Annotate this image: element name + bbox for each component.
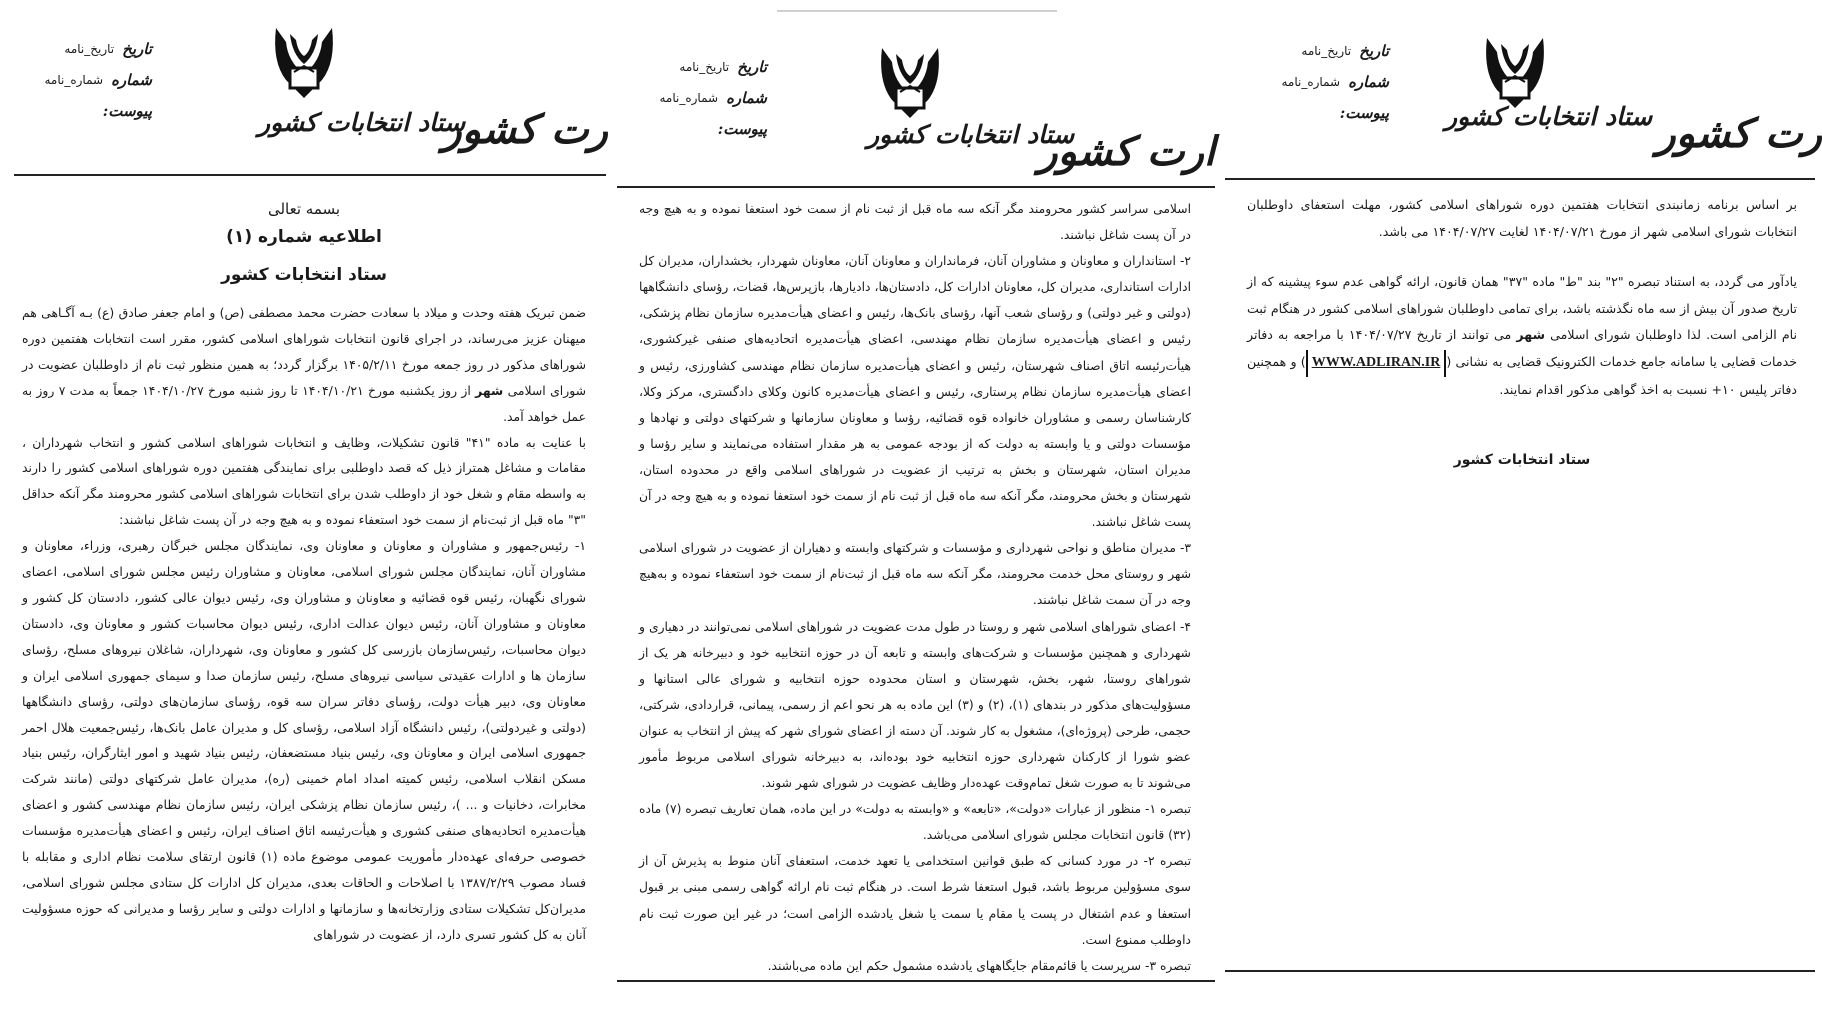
attachment-label: پیوست: [717, 120, 767, 138]
election-emblem-icon [266, 22, 342, 114]
paragraph: با عنایت به ماده "۴۱" قانون تشکیلات، وظایف و انتخابات شوراهای اسلامی کشور و انتخاب شهرداران ، مقامات و مشاغل همتراز ذیل که قصد داوطلبی برای نمایندگی هفتمین دوره شوراهای اسلامی کشور را دارند به واسطه مقام و شغل خود از داوطلب شدن برای انتخابات شوراهای اسلامی کشور محرومند مگر آنکه حداقل "۳" ماه قبل از ثبت‌نام از سمت خود استعفاء نموده و به هیچ وجه در آن پست شاغل نباشند: [22, 434, 587, 528]
document-page-1 [1225, 0, 1822, 1000]
text-span: یادآور می گردد، به استناد تبصره "۲" بند "ط" ماده "۳۷" همان قانون، ارائه گواهی عدم سوء پیشینه که از تاریخ صدور آن بیش از سه ماه نگذشته باشد، برای تمامی داوطلبان شوراهای اسلامی کشور در هنگام ثبت نام الزامی است. لذا داوطلبان شورای اسلامی [1247, 274, 1797, 343]
header-rule [1225, 178, 1815, 180]
paragraph: ۱- رئیس‌جمهور و مشاوران و معاونان و معاونان وی، نمایندگان مجلس خبرگان رهبری، وزراء، معاونان و مشاوران آنان، نمایندگان مجلس شورای اسلامی، معاونان و مشاوران رئیس مجلس شورای اسلامی، اعضای شورای نگهبان، رئیس قوه قضائیه و معاونان و مشاوران وی، رئیس دیوان عالی کشور، دادستان کل کشور و معاونان و مشاوران آنان، رئیس دیوان عدالت اداری، رئیس دیوان محاسبات کشور و معاونان وی، دادستان دیوان محاسبات، رئیس‌سازمان بازرسی کل کشور و معاونان وی، شهرداران، شاغلان نیروهای مسلح، رؤسای سازمان ها و ادارات عقیدتی سیاسی نیروهای مسلح، رئیس سازمان صدا و سیمای جمهوری اسلامی ایران و معاونان وی، دبیر هیأت دولت، رؤسای دفاتر سران سه قوه، رؤسای سازمان‌های دولتی، رؤسای دانشگاهها (دولتی و غیردولتی)، رئیس دانشگاه آزاد اسلامی، رؤسای کل و مدیران عامل بانک‌ها، رئیس‌جمعیت هلال احمر جمهوری اسلامی ایران و معاونان وی، رئیس بنیاد مستضعفان، رئیس بنیاد شهید و امور ایثارگران، رئیس بنیاد مسکن انقلاب اسلامی، رئیس کمیته امداد امام خمینی (ره)، مدیران عامل شرکتهای دولتی (مانند شرکت مخابرات، دخانیات و ... )، رئیس سازمان نظام پزشکی ایران، رئیس سازمان نظام مهندسی کشور و اعضای هیأت‌مدیره اتحادیه‌های صنفی کشوری و هیأت‌رئیسه اتاق اصناف ایران، رئیس و اعضای هیأت‌مدیره مؤسسات خصوصی حرفه‌ای عهده‌دار مأموریت عمومی موضوع ماده (۱) قانون ارتقای سلامت نظام اداری و مقابله با فساد مصوب ۱۳۸۷/۲/۲۹ با اصلاحات و الحاقات بعدی، مدیران کل ادارات کل ستادی مجلس شورای اسلامی، مدیران‌کل تشکیلات ستادی وزارتخانه‌ها و سازمانها و ادارات دولتی و سایر رؤسا و مدیرانی که حوزه مسؤولیت آنان به کل کشور تسری دارد، از عضویت در شوراهای [22, 538, 586, 942]
paragraph: اسلامی سراسر کشور محرومند مگر آنکه سه ماه قبل از ثبت نام از سمت خود استعفا نموده و به هیچ وجه در آن پست شاغل نباشند. [639, 202, 1191, 243]
paragraph: تبصره ۱- منظور از عبارات «دولت»، «تابعه» و «وابسته به دولت» در این ماده، همان تعاریف تبصره (۷) ماده (۳۲) قانون انتخابات مجلس شورای اسلامی می‌باشد. [639, 802, 1192, 843]
brand-text: ستاد انتخابات کشور [258, 108, 466, 137]
footer-rule [617, 980, 1215, 982]
city-word: شهر [1516, 327, 1545, 343]
paragraph [1247, 269, 1797, 403]
website-link[interactable]: WWW.ADLIRAN.IR [1306, 350, 1447, 377]
number-label: شماره [1348, 73, 1389, 91]
number-label: شماره [726, 89, 767, 107]
number-label: شماره [111, 71, 152, 89]
date-value: تاریخ_نامه [64, 42, 115, 56]
letter-meta [1259, 36, 1389, 129]
text-span: از روز یکشنبه مورخ ۱۴۰۴/۱۰/۲۱ تا روز شنبه مورخ ۱۴۰۴/۱۰/۲۷ جمعاً به مدت ۷ روز به عمل خواهد آمد. [22, 382, 586, 424]
brand-large-text: ارت کشور [1038, 128, 1215, 175]
header-rule [14, 174, 606, 176]
date-label: تاریخ [737, 58, 767, 76]
number-value: شماره_نامه [1281, 75, 1341, 89]
paragraph: تبصره ۳- سرپرست یا قائم‌مقام جایگاههای یادشده مشمول حکم این ماده می‌باشند. [767, 958, 1191, 973]
date-label: تاریخ [1359, 42, 1389, 60]
brand-text: ستاد انتخابات کشور [1445, 102, 1653, 131]
date-value: تاریخ_نامه [679, 60, 730, 74]
date-label: تاریخ [122, 40, 152, 58]
letter-body [22, 196, 586, 948]
brand-large-text: رت کشور [1656, 110, 1822, 157]
brand-large-text: رت کشور [442, 106, 608, 153]
brand-text: ستاد انتخابات کشور [867, 120, 1075, 149]
basmala: بسمه تعالی [267, 200, 341, 218]
letter-meta [637, 52, 767, 145]
attachment-label: پیوست: [102, 102, 152, 120]
paragraph: ۳- مدیران مناطق و نواحی شهرداری و مؤسسات و شرکتهای وابسته و دهیاران از عضویت در شورای اسلامی شهر و روستای محل خدمت محرومند، مگر آنکه سه ماه قبل از ثبت‌نام از سمت خود استعفاء نموده و به‌هیچ وجه در آن سمت شاغل نباشند. [639, 541, 1191, 608]
document-page-3 [0, 0, 612, 1000]
notice-title: اطلاعیه شماره (۱) [226, 227, 382, 247]
city-word: شهر [475, 382, 504, 398]
text-span: ) و همچنین دفاتر پلیس ۱۰+ نسبت به اخذ گواهی مذکور اقدام نمایند. [1247, 353, 1797, 397]
page-edge [777, 10, 1057, 12]
paragraph: ۲- استانداران و معاونان و مشاوران آنان، فرمانداران و معاونان آنان، معاونان شهردار، بخشداران، مدیران کل ادارات استانداری، مدیران کل، معاونان ادارات کل، دادستان‌ها، دادیارها، بازپرس‌ها، قضات، رؤسای دانشگاهها (دولتی و غیر دولتی) و رؤسای شعب آنها، رؤسای بانک‌ها، رئیس و اعضای هیأت‌مدیره سازمان نظام پزشکی، رئیس و اعضای هیأت‌مدیره سازمان نظام مهندسی، اعضای هیأت‌مدیره اتحادیه‌های صنفی غیرکشوری، هیأت‌رئیسه اتاق اصناف شهرستان، رئیس و اعضای هیأت‌مدیره سازمان نظام مهندسی کشاورزی، رئیس و اعضای هیأت‌مدیره سازمان نظام پرستاری، رئیس و اعضای هیأت‌مدیره کانون وکلای دادگستری، مرکز وکلا، کارشناسان رسمی و مشاوران خانواده قوه قضائیه، رؤسا و معاونان سازمانها و شرکتهای دولتی و نهادها و مؤسسات دولتی و یا وابسته به دولت که از بودجه عمومی به هر مقدار استفاده می‌نمایند و سایر رؤسا و مدیران استان، شهرستان و بخش به ترتیب از عضویت در شوراهای اسلامی واقع در محدوده استان، شهرستان و بخش محرومند، مگر آنکه سه ماه قبل از ثبت نام از سمت خود استعفا نموده و به هیچ وجه در آن پست شاغل نباشند. [639, 254, 1191, 530]
paragraph [22, 300, 586, 430]
date-value: تاریخ_نامه [1301, 44, 1352, 58]
letter-body [1247, 192, 1797, 474]
number-value: شماره_نامه [44, 73, 104, 87]
text-span: می توانند از تاریخ ۱۴۰۴/۰۷/۲۷ با مراجعه به دفاتر خدمات قضایی یا سامانه جامع خدمات الکترونیک قضایی به نشانی ( [1247, 327, 1797, 369]
text-span: ضمن تبریک هفته وحدت و میلاد با سعادت حضرت محمد مصطفی (ص) و امام جعفر صادق (ع) بـه آگـاهی هم میهنان عزیز می‌رساند، در اجرای قانون انتخابات شوراهای اسلامی کشور، مقرر است انتخابات هفتمین دوره شوراهای مذکور در روز جمعه مورخ ۱۴۰۵/۲/۱۱ برگزار گردد؛ به همین منظور ثبت نام از داوطلبان عضویت در شورای اسلامی [22, 305, 586, 398]
letter-body [639, 196, 1191, 979]
org-title: ستاد انتخابات کشور [221, 265, 387, 285]
footer-rule [1225, 970, 1815, 972]
header-rule [617, 186, 1215, 188]
letter-meta [22, 34, 152, 127]
document-page-2 [617, 0, 1215, 1000]
paragraph: بر اساس برنامه زمانبندی انتخابات هفتمین دوره شوراهای اسلامی کشور، مهلت استعفای داوطلبان انتخابات شورای اسلامی شهر از مورخ ۱۴۰۴/۰۷/۲۱ لغایت ۱۴۰۴/۰۷/۲۷ می باشد. [1247, 197, 1797, 239]
paragraph: تبصره ۲- در مورد کسانی که طبق قوانین استخدامی یا تعهد خدمت، استعفای آنان منوط به پذیرش آن از سوی مسؤولین مربوط باشد، قبول استعفا شرط است. در هنگام ثبت نام ارائه گواهی رسمی مبنی بر قبول استعفا و عدم اشتغال در پست یا مقام یا سمت یا شغل یادشده الزامی است؛ در غیر این صورت ثبت نام داوطلب ممنوع است. [639, 854, 1192, 947]
number-value: شماره_نامه [659, 91, 719, 105]
signature: ستاد انتخابات کشور [1453, 452, 1591, 469]
paragraph: ۴- اعضای شوراهای اسلامی شهر و روستا در طول مدت عضویت در شوراهای اسلامی نمی‌توانند در دهیاری و شهرداری و همچنین مؤسسات و شرکت‌های وابسته و تابعه آن در حوزه انتخابیه خود و دبیرخانه هر یک از شوراهای روستا، شهر، بخش، شهرستان و استان محدوده حوزه انتخابیه و شورای عالی استانها و مسؤولیت‌های مذکور در بندهای (۱)، (۲) و (۳) این ماده به هر نحو اعم از رسمی، پیمانی، قراردادی، شرکتی، حجمی، طرحی (پروژه‌ای)، مشغول به کار شوند. آن دسته از اعضای شورای شهر که پیش از انتخاب به عنوان عضو شورا از کارکنان شهرداری حوزه انتخابیه خود بوده‌اند، به دبیرخانه شورای اسلامی مربوط مأمور می‌شوند تا به صورت شغل تمام‌وقت عهده‌دار وظایف عضویت در شورای شهر شوند. [639, 619, 1191, 791]
attachment-label: پیوست: [1339, 104, 1389, 122]
